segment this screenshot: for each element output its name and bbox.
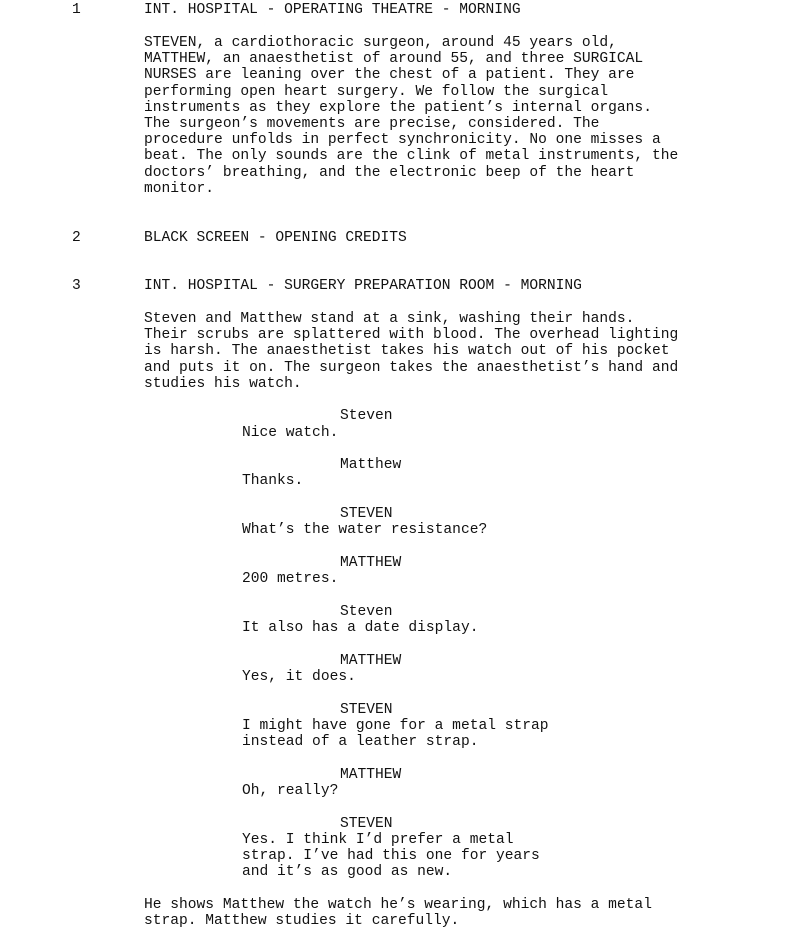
scene-number-2: 2 [72, 230, 81, 246]
character-name: STEVEN [340, 702, 393, 718]
scene-action-1: STEVEN, a cardiothoracic surgeon, around 45 years old, MATTHEW, an anaesthetist of around 55, and three SURGICAL NURSES are leaning over the chest of a patient. They are performing open heart surgery. We follow the surgical instruments as they explore the patient’s internal organs. The surgeon’s movements are precise, considered. The procedure unfolds in perfect synchronicity. No one misses a beat. The only sounds are the clink of metal instruments, the doctors’ breathing, and the electronic beep of the heart monitor. [144, 35, 679, 197]
character-name: Steven [340, 604, 393, 620]
scene-heading-3: INT. HOSPITAL - SURGERY PREPARATION ROOM - MORNING [144, 278, 582, 294]
character-name: Matthew [340, 457, 402, 473]
character-name: Steven [340, 408, 393, 424]
character-name: STEVEN [340, 816, 393, 832]
scene-closing-action-3: He shows Matthew the watch he’s wearing, which has a metal strap. Matthew studies it carefully. [144, 897, 652, 930]
scene-heading-2: BLACK SCREEN - OPENING CREDITS [144, 230, 407, 246]
dialogue-line: Nice watch. [242, 425, 339, 441]
dialogue-line: 200 metres. [242, 571, 339, 587]
dialogue-line: I might have gone for a metal strap instead of a leather strap. [242, 718, 549, 751]
scene-number-1: 1 [72, 2, 81, 18]
dialogue-line: Yes, it does. [242, 669, 356, 685]
scene-number-3: 3 [72, 278, 81, 294]
dialogue-line: Yes. I think I’d prefer a metal strap. I’ve had this one for years and it’s as good as new. [242, 832, 540, 881]
character-name: MATTHEW [340, 555, 402, 571]
scene-action-3: Steven and Matthew stand at a sink, washing their hands. Their scrubs are splattered with blood. The overhead lighting is harsh. The anaesthetist takes his watch out of his pocket and puts it on. The surgeon takes the anaesthetist’s hand and studies his watch. [144, 311, 679, 392]
dialogue-line: It also has a date display. [242, 620, 479, 636]
character-name: STEVEN [340, 506, 393, 522]
dialogue-line: Thanks. [242, 473, 304, 489]
scene-heading-1: INT. HOSPITAL - OPERATING THEATRE - MORNING [144, 2, 521, 18]
character-name: MATTHEW [340, 653, 402, 669]
character-name: MATTHEW [340, 767, 402, 783]
dialogue-line: What’s the water resistance? [242, 522, 488, 538]
dialogue-line: Oh, really? [242, 783, 339, 799]
